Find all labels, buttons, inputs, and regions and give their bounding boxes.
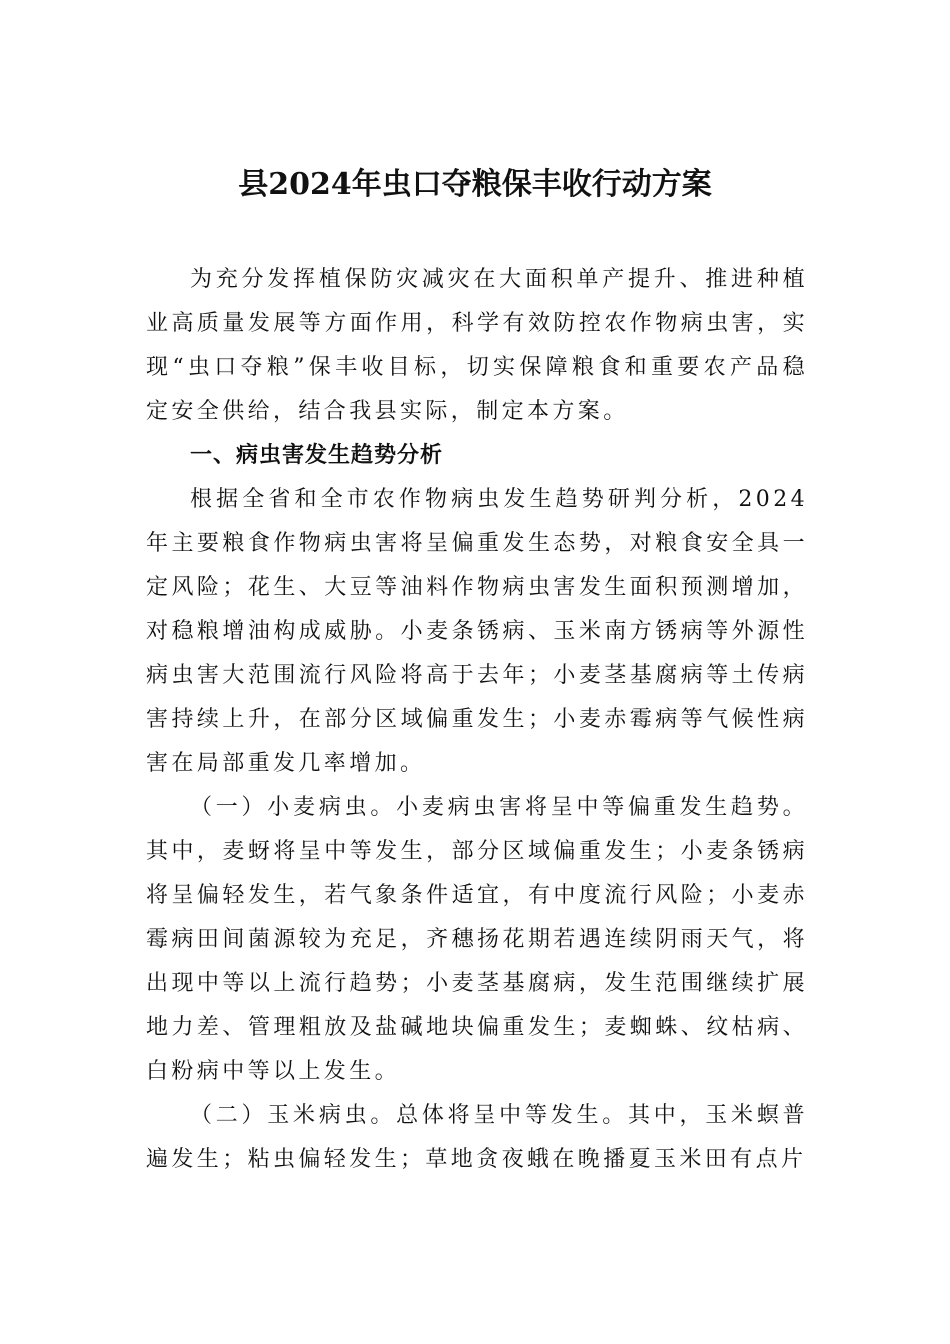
section-heading-trend-analysis: 一、病虫害发生趋势分析 xyxy=(190,443,444,468)
document-body xyxy=(146,258,808,1182)
corn-pests-paragraph: （二）玉米病虫。总体将呈中等发生。其中，玉米螟普遍发生；粘虫偏轻发生；草地贪夜蛾在晚播夏玉米田有点片 xyxy=(146,1103,808,1172)
trend-paragraph: 根据全省和全市农作物病虫发生趋势研判分析，2024年主要粮食作物病虫害将呈偏重发生态势，对粮食安全具一定风险；花生、大豆等油料作物病虫害发生面积预测增加，对稳粮增油构成威胁。小麦条锈病、玉米南方锈病等外源性病虫害大范围流行风险将高于去年；小麦茎基腐病等土传病害持续上升，在部分区域偏重发生；小麦赤霉病等气候性病害在局部重发几率增加。 xyxy=(146,487,808,776)
wheat-pests-paragraph: （一）小麦病虫。小麦病虫害将呈中等偏重发生趋势。其中，麦蚜将呈中等发生，部分区域偏重发生；小麦条锈病将呈偏轻发生，若气象条件适宜，有中度流行风险；小麦赤霉病田间菌源较为充足，齐穗扬花期若遇连续阴雨天气，将出现中等以上流行趋势；小麦茎基腐病，发生范围继续扩展地力差、管理粗放及盐碱地块偏重发生；麦蜘蛛、纹枯病、白粉病中等以上发生。 xyxy=(146,795,808,1084)
document-title: 县2024年虫口夺粮保丰收行动方案 xyxy=(238,167,712,202)
intro-paragraph: 为充分发挥植保防灾减灾在大面积单产提升、推进种植业高质量发展等方面作用，科学有效防控农作物病虫害，实现“虫口夺粮”保丰收目标，切实保障粮食和重要农产品稳定安全供给，结合我县实际，制定本方案。 xyxy=(146,267,808,424)
